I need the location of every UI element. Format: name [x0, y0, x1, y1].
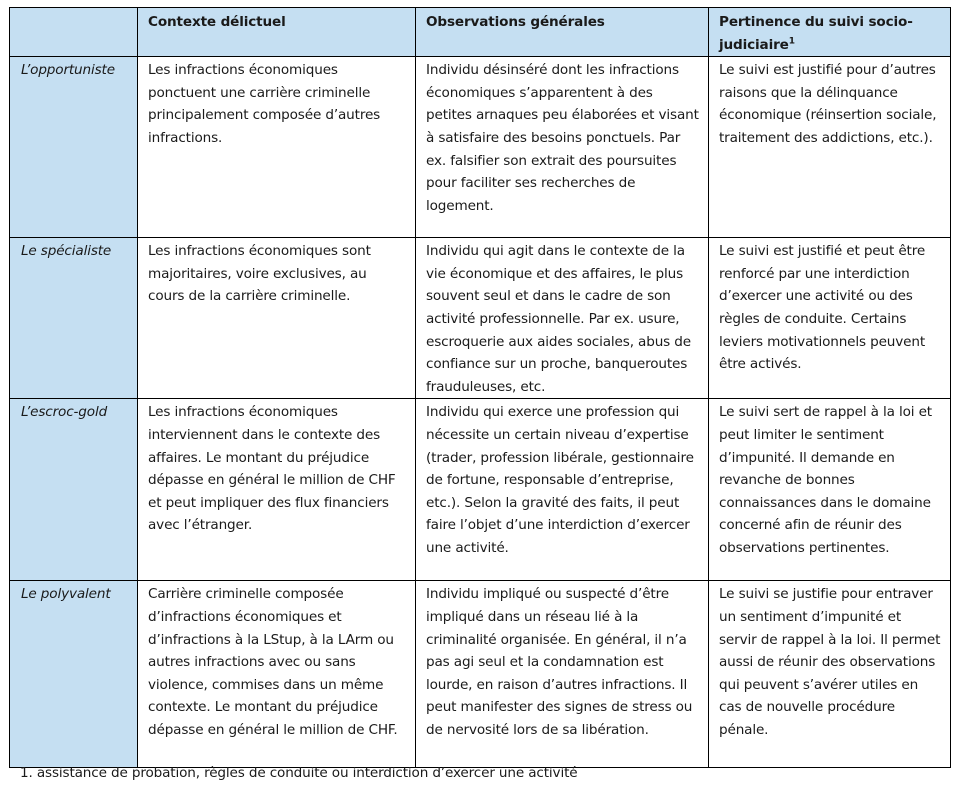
cell-context: Carrière criminelle composée d’infractions économiques et d’infractions à la LStup, à la LArm ou autres infractions avec ou sans violence, commises dans un même contexte. Le montant du préjudice dépasse en général le million de CHF.	[138, 581, 416, 768]
row-type: Le polyvalent	[10, 581, 138, 768]
footnote: 1. assistance de probation, règles de conduite ou interdiction d’exercer une activité	[20, 765, 578, 781]
cell-context: Les infractions économiques ponctuent une carrière criminelle principalement composée d’autres infractions.	[138, 57, 416, 238]
header-corner	[10, 8, 138, 57]
cell-context: Les infractions économiques interviennent dans le contexte des affaires. Le montant du préjudice dépasse en général le million de CHF et peut impliquer des flux financiers avec l’étranger.	[138, 399, 416, 581]
cell-observations: Individu impliqué ou suspecté d’être impliqué dans un réseau lié à la criminalité organisée. En général, il n’a pas agi seul et la condamnation est lourde, en raison d’autres infractions. Il peut manifester des signes de stress ou de nervosité lors de sa libération.	[416, 581, 709, 768]
cell-relevance: Le suivi sert de rappel à la loi et peut limiter le sentiment d’impunité. Il demande en revanche de bonnes connaissances dans le domaine concerné afin de réunir des observations pertinentes.	[709, 399, 951, 581]
header-relevance-label: Pertinence du suivi socio-judiciaire	[719, 14, 913, 53]
cell-relevance: Le suivi est justifié pour d’autres raisons que la délinquance économique (réinsertion sociale, traitement des addictions, etc.).	[709, 57, 951, 238]
footnote-ref: 1	[788, 36, 795, 47]
table-row	[10, 581, 951, 768]
header-row	[10, 8, 951, 57]
header-observations: Observations générales	[416, 8, 709, 57]
header-context: Contexte délictuel	[138, 8, 416, 57]
cell-context: Les infractions économiques sont majoritaires, voire exclusives, au cours de la carrière criminelle.	[138, 238, 416, 399]
row-type: L’opportuniste	[10, 57, 138, 238]
table-row	[10, 399, 951, 581]
cell-relevance: Le suivi est justifié et peut être renforcé par une interdiction d’exercer une activité ou des règles de conduite. Certains leviers motivationnels peuvent être activés.	[709, 238, 951, 399]
typology-table	[9, 7, 951, 768]
cell-observations: Individu qui exerce une profession qui nécessite un certain niveau d’expertise (trader, profession libérale, gestionnaire de fortune, responsable d’entreprise, etc.). Selon la gravité des faits, il peut faire l’objet d’une interdiction d’exercer une activité.	[416, 399, 709, 581]
row-type: Le spécialiste	[10, 238, 138, 399]
row-type: L’escroc-gold	[10, 399, 138, 581]
cell-observations: Individu qui agit dans le contexte de la vie économique et des affaires, le plus souvent seul et dans le cadre de son activité professionnelle. Par ex. usure, escroquerie aux aides sociales, abus de confiance sur un proche, banqueroutes frauduleuses, etc.	[416, 238, 709, 399]
cell-relevance: Le suivi se justifie pour entraver un sentiment d’impunité et servir de rappel à la loi. Il permet aussi de réunir des observations qui peuvent s’avérer utiles en cas de nouvelle procédure pénale.	[709, 581, 951, 768]
table-row	[10, 57, 951, 238]
table-row	[10, 238, 951, 399]
cell-observations: Individu désinséré dont les infractions économiques s’apparentent à des petites arnaques peu élaborées et visant à satisfaire des besoins ponctuels. Par ex. falsifier son extrait des poursuites pour faciliter ses recherches de logement.	[416, 57, 709, 238]
header-relevance	[709, 8, 951, 57]
